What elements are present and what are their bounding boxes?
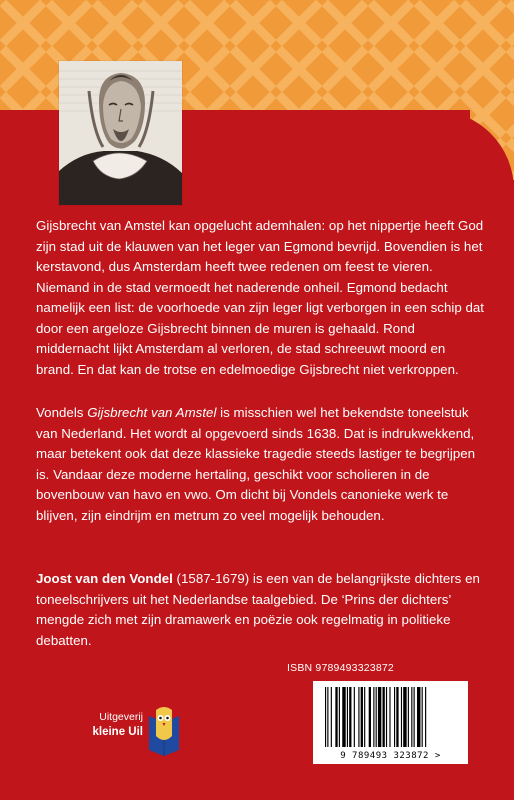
context-prefix: Vondels — [36, 405, 88, 420]
book-title: Gijsbrecht van Amstel — [87, 405, 217, 420]
author-bio-text: (1587-1679) is een van de belangrijkste dichters en toneelschrijvers uit het Nederlandse taalgebied. De ‘Prins der dichters’ mengde zich met zijn dramawerk en poëzie ook regelmatig in politieke debatten. — [36, 571, 480, 648]
barcode-digits: 9 789493 323872 > — [340, 751, 441, 761]
plot-text: Gijsbrecht van Amstel kan opgelucht ademhalen: op het nippertje heeft God zijn stad uit de klauwen van het leger van Egmond bevrijd. Bovendien is het kerstavond, dus Amsterdam heeft twee redenen om feest te vieren. Niemand in de stad vermoedt het naderende onheil. Egmond bedacht namelijk een list: de voorhoede van zijn leger ligt verborgen in een schip dat door een argeloze Gijsbrecht binnen de muren is gehaald. Rond middernacht lijkt Amsterdam al verloren, de stad schreeuwt moord en brand. En dat kan de trotse en edelmoedige Gijsbrecht niet verkroppen. — [36, 218, 485, 377]
author-bio-paragraph — [36, 569, 484, 651]
description-paragraph-plot — [36, 216, 484, 380]
description-paragraph-context — [36, 403, 484, 526]
barcode-bars — [313, 681, 468, 751]
publisher-name-line1: Uitgeverij — [99, 711, 143, 723]
author-portrait — [59, 61, 182, 205]
publisher-name-line2: kleine Uil — [92, 726, 143, 738]
isbn-label: ISBN 9789493323872 — [287, 662, 394, 674]
publisher-logo — [57, 706, 182, 756]
owl-book-icon — [147, 706, 181, 756]
author-name: Joost van den Vondel — [36, 571, 173, 586]
isbn-barcode — [313, 681, 468, 764]
context-text: is misschien wel het bekendste toneelstuk van Nederland. Het wordt al opgevoerd sinds 1638. Dat is indrukwekkend, maar betekent ook dat deze klassieke tragedie steeds lastiger te begrijpen is. Vandaar deze moderne hertaling, geschikt voor scholieren in de bovenbouw van havo en vwo. Om dicht bij Vondels canonieke werk te blijven, zijn eindrijm en metrum zo veel mogelijk behouden. — [36, 405, 476, 523]
